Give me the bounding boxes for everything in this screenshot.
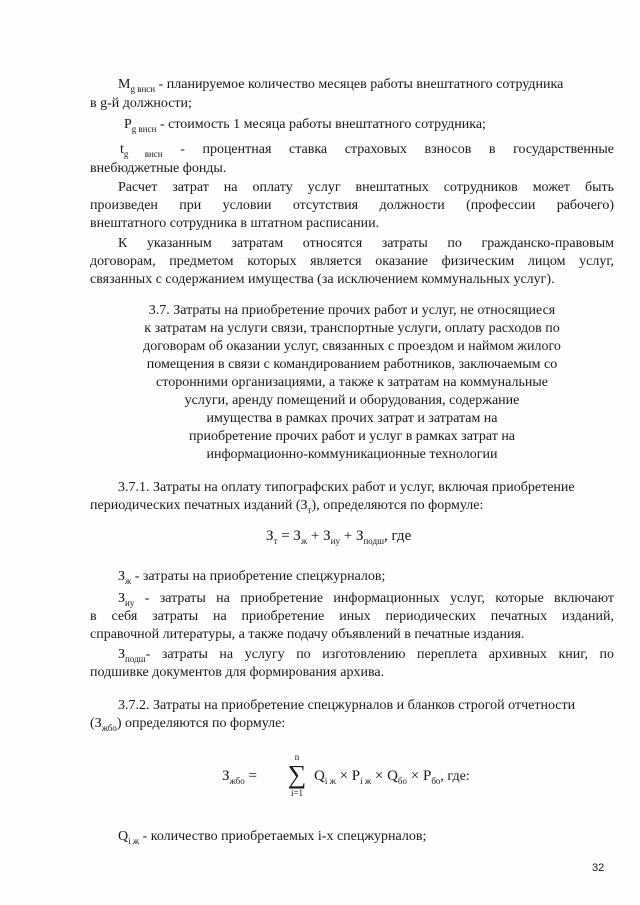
definition-zh [118, 569, 385, 589]
definition-q-text: - количество приобретаемых i-х спецжурналов; [139, 829, 427, 844]
section-heading-line-5: сторонними организациями, а также к затратам на коммунальные [156, 375, 548, 390]
formula2-rhs [314, 768, 470, 786]
sum-sign: ∑ [287, 760, 307, 789]
definition-iu-text: - затраты на приобретение информационных услуг, которые включают [134, 591, 614, 606]
section-heading-line-7: имущества в рамках прочих затрат и затратам на [206, 411, 498, 426]
section-heading-line-4: помещения в связи с командированием работников, заключаемым со [146, 357, 558, 372]
section-heading-line-2: к затратам на услуги связи, транспортные услуги, оплату расходов по [144, 321, 560, 336]
subsection-372-line-1: 3.7.2. Затраты на приобретение спецжурналов и бланков строгой отчетности [118, 698, 576, 713]
symbol-t: t [120, 142, 124, 157]
formula-typography-costs [266, 528, 411, 546]
paragraph-related-line-2: договорам, предметом которых является оказание физическим лицом услуг, [90, 254, 614, 269]
symbol-p-subscript: g внсн [131, 124, 157, 134]
symbol-m-subscript: g внсн [130, 84, 156, 94]
formula2-tail: , где: [440, 769, 470, 784]
definition-zh-text: - затраты на приобретение спецжурналов; [131, 569, 386, 584]
subsection-372-text: (З [90, 716, 102, 731]
symbol-q: Q [118, 829, 129, 844]
formula1-term-c: З [355, 528, 364, 544]
definition-m-continuation: в g-й должности; [90, 96, 192, 111]
subsection-371-line-2 [90, 498, 483, 518]
formula1-term-b-subscript: иу [330, 536, 340, 546]
subsection-371-line-1: 3.7.1. Затраты на оплату типографских работ и услуг, включая приобретение [118, 480, 575, 495]
formula1-term-c-subscript: подш [363, 536, 385, 546]
formula2-lhs [222, 768, 257, 786]
definition-iu-line-3: справочной литературы, а также подачу объявлений в печатные издания. [90, 627, 525, 642]
formula1-result-subscript: т [273, 536, 278, 546]
subsection-372-text-end: ) определяются по формуле: [116, 716, 286, 731]
definition-podsh-line-2: подшивке документов для формирования архива. [90, 665, 385, 680]
formula1-plus-2: + [339, 528, 356, 544]
paragraph-calculation-line-3: внештатного сотрудника в штатном расписании. [90, 216, 380, 231]
formula2-q1-subscript: i ж [324, 776, 336, 786]
section-heading-line-8: приобретение прочих работ и услуг в рамках затрат на [188, 429, 516, 444]
formula2-p1: P [351, 768, 361, 784]
definition-m-text: - планируемое количество месяцев работы внештатного сотрудника [158, 77, 564, 92]
definition-podsh [118, 647, 614, 667]
symbol-iu-subscript: иу [125, 598, 135, 608]
section-heading-line-3: договорам об оказании услуг, связанных с проездом и наймом жилого [143, 339, 561, 354]
subsection-371-text: периодических печатных изданий (З [90, 498, 308, 513]
formula2-q2-subscript: бо [397, 776, 407, 786]
paragraph-related-line-1: К указанным затратам относятся затраты по гражданско-правовым [118, 236, 614, 251]
sum-operator [282, 752, 312, 798]
formula2-result: З [222, 768, 230, 784]
symbol-iu: З [118, 591, 126, 606]
formula1-result: З [266, 528, 274, 544]
page-number: 32 [592, 862, 605, 874]
sum-lower-limit: i=1 [290, 788, 304, 798]
formula1-term-a: З [293, 528, 301, 544]
formula1-tail: , где [384, 528, 412, 544]
sum-upper-limit: n [294, 752, 300, 762]
formula1-term-a-subscript: ж [300, 536, 308, 546]
definition-t [120, 142, 614, 162]
definition-iu [118, 591, 614, 611]
formula2-p2: P [422, 768, 432, 784]
section-heading-line-1: 3.7. Затраты на приобретение прочих работ и услуг, не относящиеся [148, 303, 556, 318]
definition-q [118, 829, 426, 849]
symbol-q-subscript: i ж [128, 836, 140, 846]
section-heading-line-9: информационно-коммуникационные технологии [206, 447, 498, 462]
subsection-372-subscript: жбо [101, 723, 117, 733]
symbol-podsh-subscript: подш [125, 654, 146, 664]
formula2-times-1: × [335, 768, 352, 784]
symbol-p: P [124, 117, 132, 132]
symbol-zh: З [118, 569, 126, 584]
formula2-times-2: × [371, 768, 388, 784]
definition-t-continuation: внебюджетные фонды. [90, 161, 227, 176]
subsection-371-subscript: т [307, 505, 312, 515]
formula2-equals: = [244, 768, 257, 784]
definition-t-text: - процентная ставка страховых взносов в государственные [180, 142, 614, 157]
definition-m [118, 77, 563, 97]
symbol-zh-subscript: ж [125, 576, 132, 586]
definition-iu-line-2: в себя затраты на приобретение иных периодических печатных изданий, [90, 609, 614, 624]
subsection-371-text-end: ), определяются по формуле: [311, 498, 484, 513]
definition-p-text: - стоимость 1 месяца работы внештатного сотрудника; [159, 117, 486, 132]
formula1-plus-1: + [307, 528, 324, 544]
formula2-result-subscript: жбо [229, 776, 245, 786]
formula2-p2-subscript: бо [431, 776, 441, 786]
formula2-times-3: × [407, 768, 423, 784]
definition-podsh-text: - затраты на услугу по изготовлению переплета архивных книг, по [145, 647, 614, 662]
paragraph-calculation-line-2: произведен при условии отсутствия должности (профессии рабочего) [90, 198, 614, 213]
formula2-q1: Q [314, 768, 325, 784]
subsection-372-line-2 [90, 716, 285, 736]
symbol-m: M [118, 77, 131, 92]
formula1-term-b: З [323, 528, 331, 544]
paragraph-calculation-line-1: Расчет затрат на оплату услуг внештатных сотрудников может быть [118, 180, 614, 195]
symbol-t-subscript: g внсн [123, 149, 163, 159]
symbol-podsh: З [118, 647, 126, 662]
formula2-q2: Q [387, 768, 398, 784]
section-heading-line-6: услуги, аренду помещений и оборудования, содержание [184, 393, 520, 408]
paragraph-related-line-3: связанных с содержанием имущества (за исключением коммунальных услуг). [90, 272, 555, 287]
definition-p [124, 117, 486, 137]
formula2-p1-subscript: i ж [360, 776, 372, 786]
formula1-equals: = [277, 528, 294, 544]
